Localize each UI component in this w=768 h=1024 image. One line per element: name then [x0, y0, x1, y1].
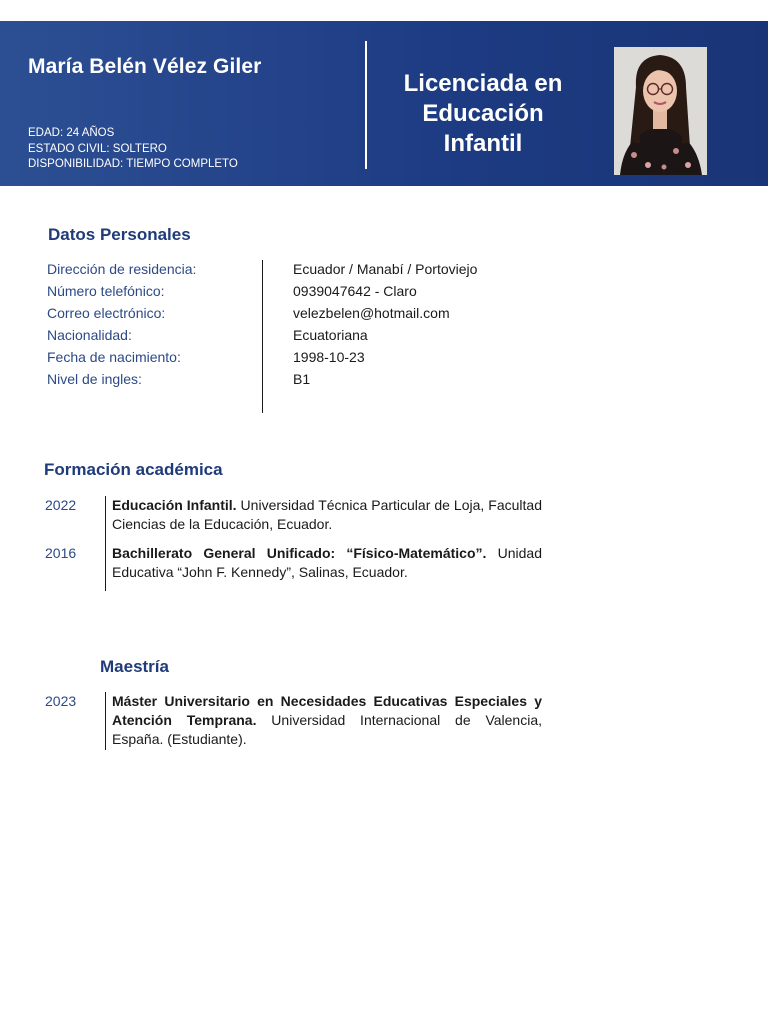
education-timeline-line [105, 496, 106, 591]
personal-divider [262, 260, 263, 413]
availability-text: DISPONIBILIDAD: TIEMPO COMPLETO [28, 158, 238, 170]
entry-description [112, 544, 542, 582]
personal-row [47, 346, 547, 368]
masters-title: Maestría [100, 657, 169, 676]
entry-institution: Universidad Internacional de Valencia, España. (Estudiante). [112, 712, 542, 747]
entry-institution: Universidad Técnica Particular de Loja, Facultad Ciencias de la Educación, Ecuador. [112, 497, 542, 532]
birthdate-label: Fecha de nacimiento: [47, 349, 181, 365]
address-label: Dirección de residencia: [47, 261, 197, 277]
personal-row [47, 324, 547, 346]
email-label: Correo electrónico: [47, 305, 166, 321]
nationality-value: Ecuatoriana [293, 327, 368, 343]
masters-timeline-line [105, 692, 106, 750]
email-value: velezbelen@hotmail.com [293, 305, 450, 321]
phone-label: Número telefónico: [47, 283, 165, 299]
education-title: Formación académica [44, 460, 223, 479]
phone-value: 0939047642 - Claro [293, 283, 417, 299]
profession-line-1: Licenciada en [403, 70, 563, 97]
profession-line-2: Educación [422, 100, 544, 127]
entry-degree: Máster Universitario en Necesidades Educativas Especiales y Atención Temprana. [112, 693, 542, 728]
profile-photo [614, 47, 707, 175]
profession-title [385, 69, 581, 159]
age-text: EDAD: 24 AÑOS [28, 127, 115, 139]
birthdate-value: 1998-10-23 [293, 349, 365, 365]
personal-row [47, 258, 547, 280]
entry-degree: Educación Infantil. [112, 497, 237, 513]
personal-data-title: Datos Personales [48, 225, 191, 244]
entry-year: 2022 [45, 497, 77, 513]
portrait-illustration [614, 47, 707, 175]
profession-line-3: Infantil [443, 130, 523, 157]
nationality-label: Nacionalidad: [47, 327, 132, 343]
header-divider [365, 41, 367, 169]
header-banner [0, 21, 768, 186]
entry-institution: Unidad Educativa “John F. Kennedy”, Salinas, Ecuador. [112, 545, 542, 580]
personal-row [47, 280, 547, 302]
entry-description [112, 496, 542, 534]
address-value: Ecuador / Manabí / Portoviejo [293, 261, 478, 277]
english-level-value: B1 [293, 371, 311, 387]
personal-row [47, 302, 547, 324]
marital-status-text: ESTADO CIVIL: SOLTERO [28, 142, 167, 155]
personal-data-list [47, 258, 547, 390]
entry-year: 2016 [45, 545, 77, 561]
candidate-name: María Belén Vélez Giler [28, 55, 262, 78]
entry-description [112, 692, 542, 749]
personal-row [47, 368, 547, 390]
entry-degree: Bachillerato General Unificado: “Físico-Matemático”. [112, 545, 487, 561]
entry-year: 2023 [45, 693, 77, 709]
candidate-meta [28, 126, 238, 173]
english-level-label: Nivel de ingles: [47, 371, 142, 387]
